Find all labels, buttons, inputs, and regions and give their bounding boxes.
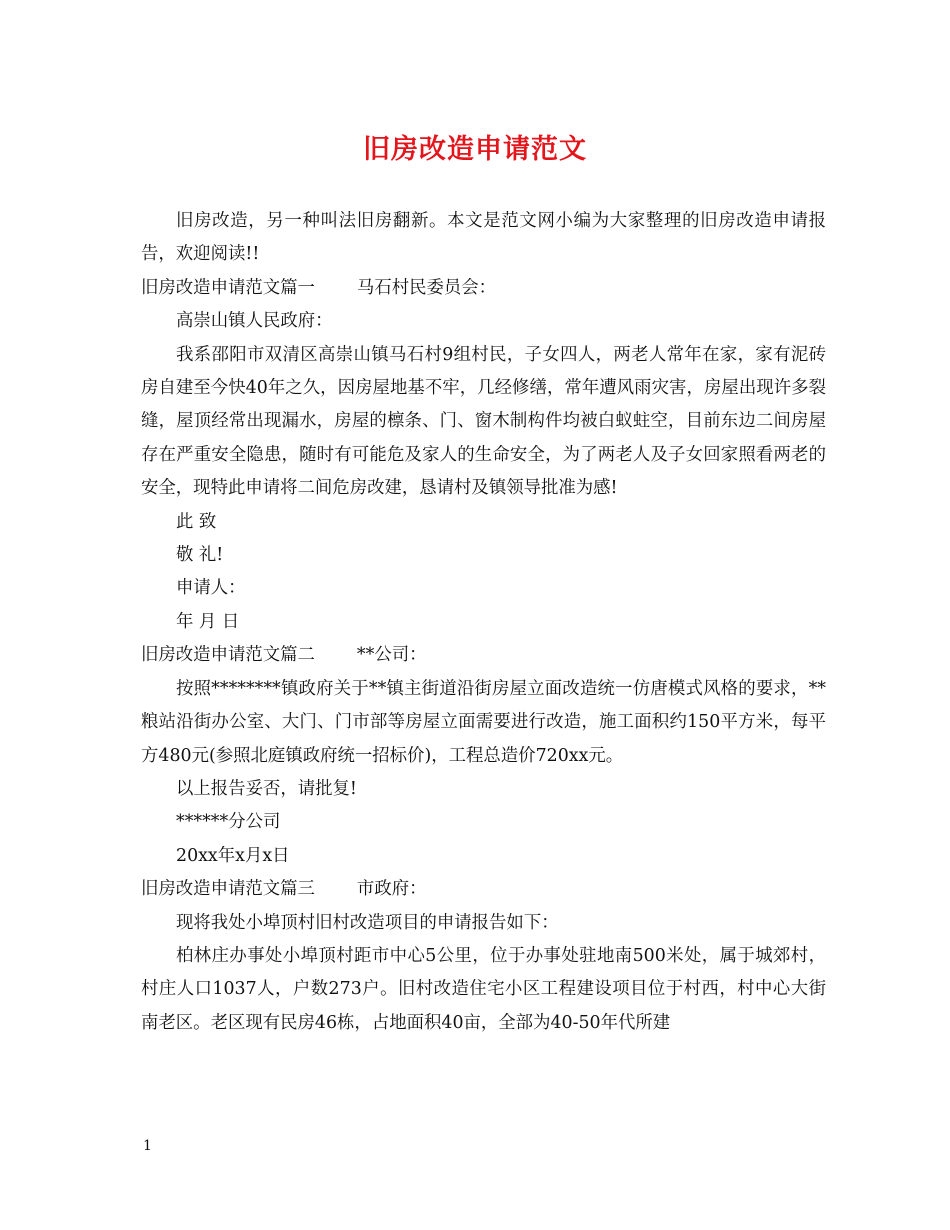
closing-line: 此 致 (176, 511, 217, 532)
signature-line: ******分公司 (176, 812, 281, 833)
section-addressee: 市政府： (356, 879, 427, 900)
document-title: 旧房改造申请范文 (363, 134, 587, 165)
section-title: 旧房改造申请范文篇二 (141, 645, 315, 666)
addressee-line: 高崇山镇人民政府： (176, 311, 333, 332)
page-number: 1 (143, 1138, 152, 1154)
section-heading-3 (141, 873, 826, 906)
section-heading-1 (141, 272, 826, 305)
section-title: 旧房改造申请范文篇三 (141, 879, 315, 900)
body-paragraph: 柏林庄办事处小埠顶村距市中心5公里，位于办事处驻地南500米处，属于城郊村，村庄人口1037人，户数273户。旧村改造住宅小区工程建设项目位于村西，村中心大街南老区。老区现有民房46栋，占地面积40亩，全部为40-50年代所建 (141, 945, 826, 1033)
intro-paragraph: 旧房改造，另一种叫法旧房翻新。本文是范文网小编为大家整理的旧房改造申请报告，欢迎阅读!! (141, 211, 826, 265)
document-body (141, 205, 826, 1040)
body-paragraph: 现将我处小埠顶村旧村改造项目的申请报告如下： (176, 912, 559, 933)
section-title: 旧房改造申请范文篇一 (141, 277, 315, 298)
closing-line: 敬 礼! (176, 545, 224, 566)
section-addressee: 马石村民委员会： (356, 277, 497, 298)
closing-line: 以上报告妥否，请批复! (176, 778, 357, 799)
date-line: 20xx年x月x日 (176, 845, 290, 866)
body-paragraph: 按照********镇政府关于**镇主街道沿街房屋立面改造统一仿唐模式风格的要求，**粮站沿街办公室、大门、门市部等房屋立面需要进行改造，施工面积约150平方米，每平方480元(参照北庭镇政府统一招标价)，工程总造价720xx元。 (141, 678, 826, 766)
section-heading-2 (141, 639, 826, 672)
body-paragraph: 我系邵阳市双清区高崇山镇马石村9组村民，子女四人，两老人常年在家，家有泥砖房自建至今快40年之久，因房屋地基不牢，几经修缮，常年遭风雨灾害，房屋出现许多裂缝，屋顶经常出现漏水，房屋的檩条、门、窗木制构件均被白蚁蛀空，目前东边二间房屋存在严重安全隐患，随时有可能危及家人的生命安全，为了两老人及子女回家照看两老的安全，现特此申请将二间危房改建，恳请村及镇领导批准为感! (141, 344, 826, 499)
date-line: 年 月 日 (176, 611, 240, 632)
section-addressee: **公司： (356, 645, 427, 666)
applicant-line: 申请人： (176, 578, 246, 599)
